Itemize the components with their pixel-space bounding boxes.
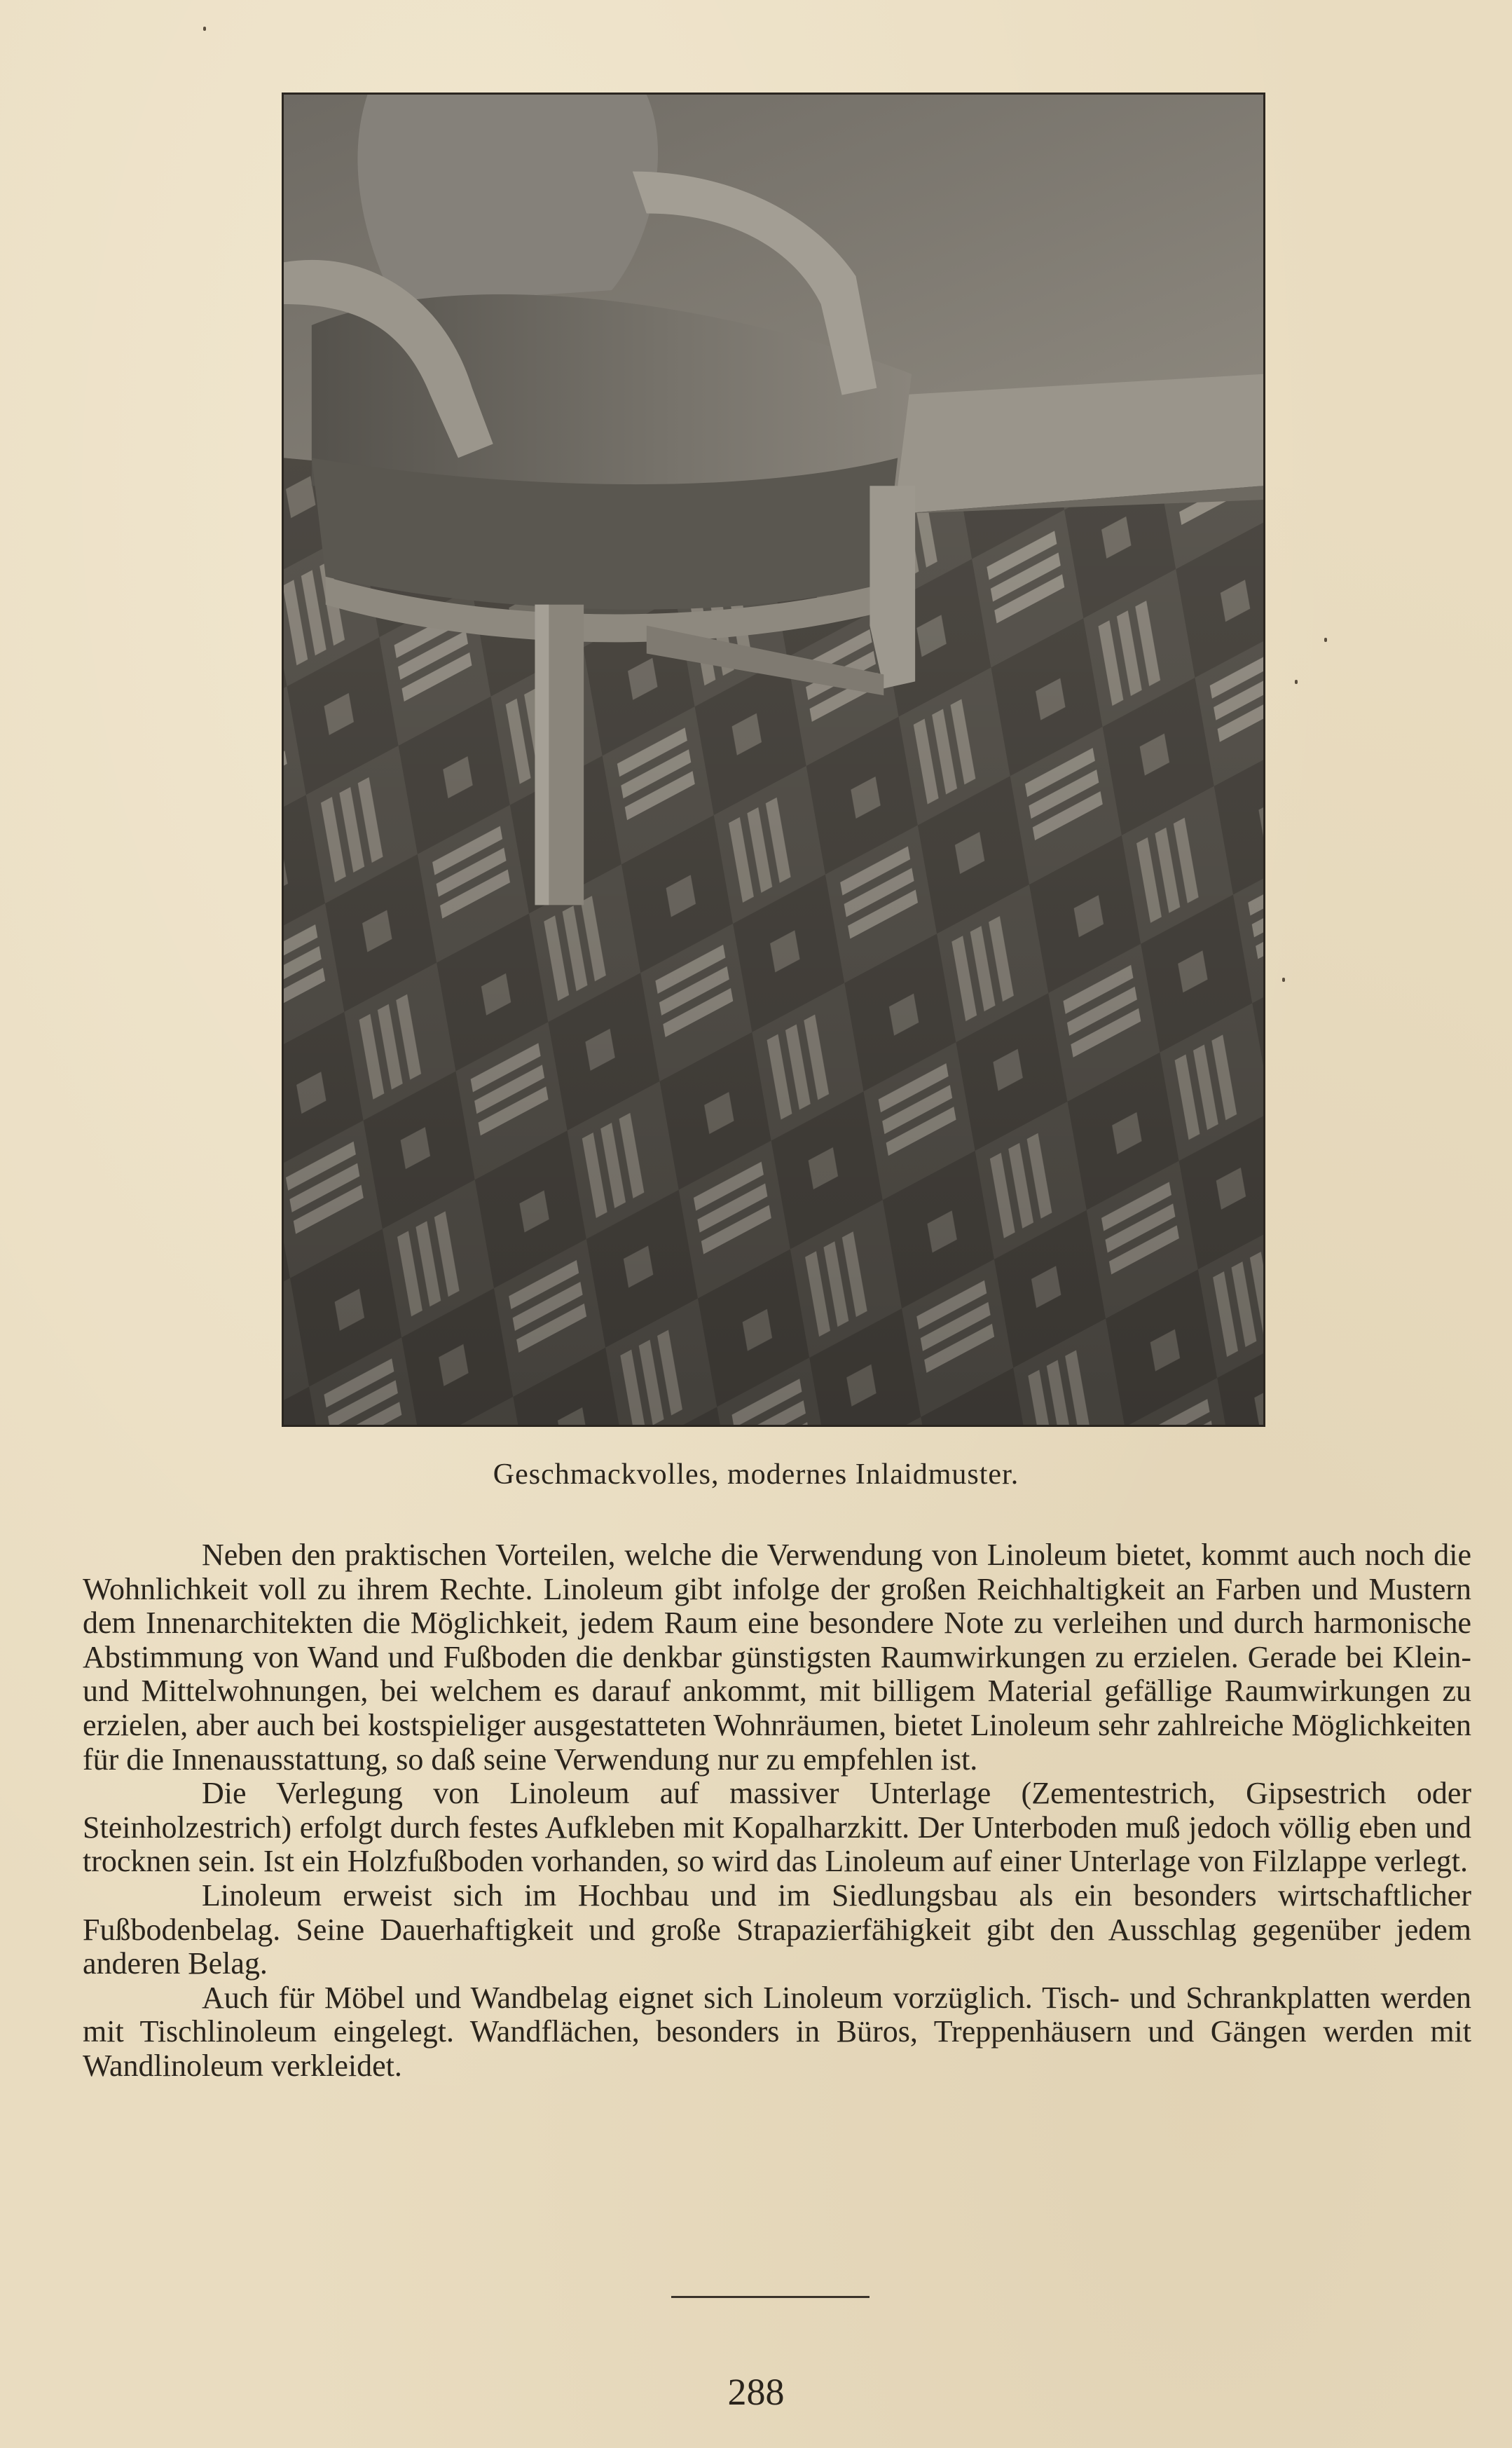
divider-rule — [671, 2296, 870, 2298]
article-body — [83, 1538, 1471, 2084]
paragraph: Neben den praktischen Vorteilen, welche die Verwendung von Linoleum bietet, kommt auch noch die Wohnlichkeit voll zu ihrem Rechte. Linoleum gibt infolge der großen Reichhaltigkeit an Farben und Mustern dem Innenarchitekten die Möglichkeit, jedem Raum eine besondere Note zu verleihen und durch harmonische Abstimmung von Wand und Fußboden die denkbar günstigsten Raumwirkungen zu erzielen. Gerade bei Klein- und Mittelwohnungen, bei welchem es darauf ankommt, mit billigem Material gefällige Raumwirkungen zu erzielen, aber auch bei kostspieliger ausgestatteten Wohnräumen, bietet Linoleum sehr zahlreiche Möglichkeiten für die Innenausstattung, so daß seine Verwendung nur zu empfehlen ist. — [83, 1538, 1471, 1777]
armchair-photo-icon — [284, 95, 1263, 1425]
paper-speck — [203, 27, 206, 31]
paper-speck — [1324, 638, 1327, 642]
page-number: 288 — [727, 2371, 785, 2413]
photo-caption: Geschmackvolles, modernes Inlaidmuster. — [493, 1458, 1019, 1491]
inlaid-floor-photo — [282, 93, 1265, 1427]
paragraph: Auch für Möbel und Wandbelag eignet sich Linoleum vorzüglich. Tisch- und Schrankplatten werden mit Tischlinoleum eingelegt. Wandflächen, besonders in Büros, Treppenhäusern und Gängen werden mit Wandlinoleum verkleidet. — [83, 1980, 1471, 2083]
paper-speck — [1282, 978, 1285, 982]
paragraph: Linoleum erweist sich im Hochbau und im Siedlungsbau als ein besonders wirtschaftlicher Fußbodenbelag. Seine Dauerhaftigkeit und große Strapazierfähigkeit gibt den Ausschlag gegenüber jedem anderen Belag. — [83, 1878, 1471, 1981]
paper-speck — [1295, 680, 1298, 684]
paragraph: Die Verlegung von Linoleum auf massiver Unterlage (Zementestrich, Gipsestrich oder Steinholzestrich) erfolgt durch festes Aufkleben mit Kopalharzkitt. Der Unterboden muß jedoch völlig eben und trocknen sein. Ist ein Holzfußboden vorhanden, so wird das Linoleum auf einer Unterlage von Filzlappe verlegt. — [83, 1776, 1471, 1879]
